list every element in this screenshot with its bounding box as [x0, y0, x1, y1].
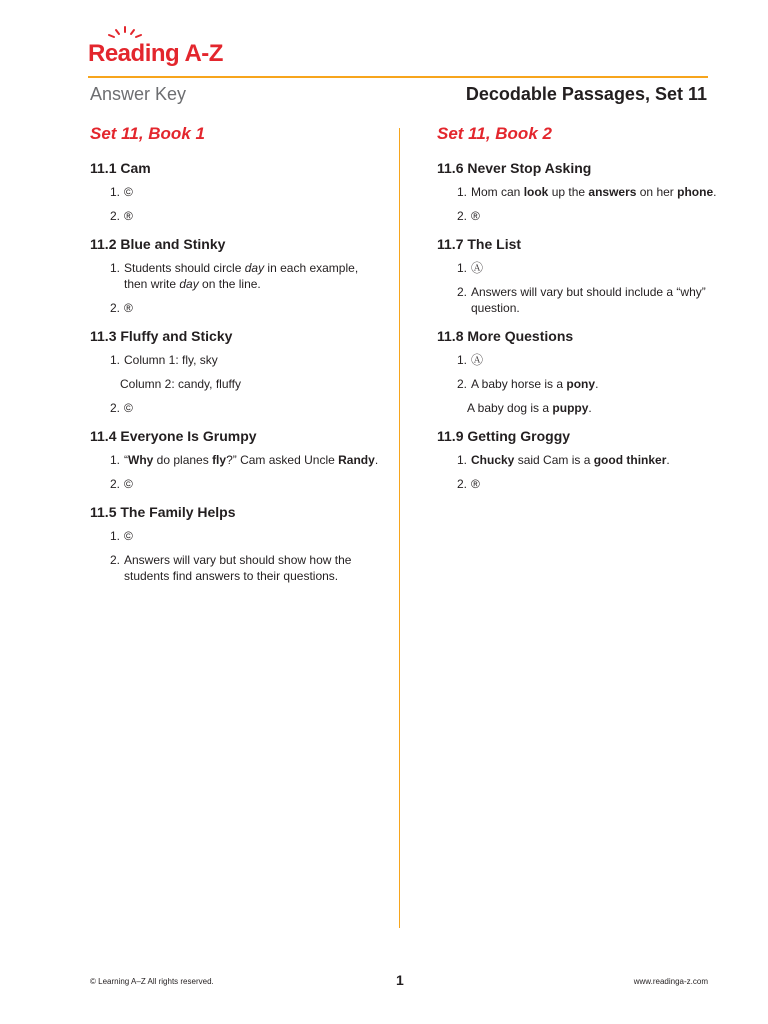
answer-key-label: Answer Key	[90, 84, 187, 104]
answer-item	[90, 184, 380, 200]
answer-number: 1.	[109, 185, 120, 199]
answer-item	[90, 476, 380, 492]
answer-item	[90, 452, 380, 468]
answer-continuation: Column 2: candy, fluffy	[120, 377, 241, 391]
section-title: 11.3 Fluffy and Sticky	[90, 328, 233, 344]
answer-list	[90, 528, 380, 584]
page-number: 1	[396, 972, 404, 988]
section-title: 11.4 Everyone Is Grumpy	[90, 428, 257, 444]
answer-number: 1.	[109, 353, 120, 367]
answer-item	[90, 352, 380, 368]
answer-number: 2.	[456, 377, 467, 391]
answer-number: 2.	[109, 401, 120, 415]
answer-item	[90, 400, 380, 416]
answer-item	[90, 552, 380, 584]
section-title: 11.6 Never Stop Asking	[437, 160, 592, 176]
answer-text: ©	[124, 529, 133, 543]
answer-item	[437, 376, 717, 392]
answer-number: 2.	[456, 285, 467, 299]
answer-text: A baby horse is a pony.	[471, 377, 599, 391]
answer-text: Answers will vary but should show how the students find answers to their questions.	[124, 553, 352, 583]
answer-number: 2.	[109, 209, 120, 223]
website-url: www.readinga-z.com	[633, 977, 708, 986]
answer-text: ®	[471, 477, 480, 491]
answer-list	[437, 184, 717, 224]
answer-number: 2.	[109, 477, 120, 491]
left-column	[90, 122, 380, 594]
answer-text: Answers will vary but should include a “why” question.	[471, 285, 706, 315]
answer-item	[437, 284, 717, 316]
answer-text: Chucky said Cam is a good thinker.	[471, 453, 670, 467]
answer-text: Ⓐ	[471, 353, 484, 367]
answer-text: Ⓐ	[471, 261, 484, 275]
answer-continuation: A baby dog is a puppy.	[467, 401, 592, 415]
answer-list	[90, 184, 380, 224]
answer-item	[437, 184, 717, 200]
answer-number: 2.	[109, 301, 120, 315]
answer-list	[437, 452, 717, 492]
answer-number: 1.	[456, 453, 467, 467]
answer-number: 2.	[456, 209, 467, 223]
copyright-notice: © Learning A–Z All rights reserved.	[90, 977, 214, 986]
section-title: 11.9 Getting Groggy	[437, 428, 571, 444]
section-title: 11.7 The List	[437, 236, 522, 252]
answer-text: ®	[471, 209, 480, 223]
answer-item	[437, 452, 717, 468]
answer-text: ©	[124, 401, 133, 415]
answer-text: ®	[124, 209, 133, 223]
answer-list	[90, 452, 380, 492]
answer-number: 2.	[456, 477, 467, 491]
answer-text: Mom can look up the answers on her phone.	[471, 185, 717, 199]
answer-number: 1.	[109, 529, 120, 543]
answer-item	[437, 208, 717, 224]
answer-list	[437, 352, 717, 416]
answer-text: Students should circle day in each example, then write day on the line.	[124, 261, 359, 291]
answer-number: 1.	[109, 453, 120, 467]
section-title: 11.2 Blue and Stinky	[90, 236, 226, 252]
reading-az-logo	[88, 26, 228, 72]
answer-text: “Why do planes fly?” Cam asked Uncle Randy.	[124, 453, 379, 467]
answer-item	[90, 300, 380, 316]
logo-text: Reading A-Z	[88, 40, 223, 67]
answer-item	[437, 352, 717, 368]
section-title: 11.1 Cam	[90, 160, 151, 176]
section-title: 11.5 The Family Helps	[90, 504, 236, 520]
answer-item	[437, 260, 717, 276]
right-column	[437, 122, 717, 502]
answer-item	[90, 528, 380, 544]
answer-text: ©	[124, 477, 133, 491]
answer-number: 2.	[109, 553, 120, 567]
section-title: 11.8 More Questions	[437, 328, 574, 344]
answer-item	[437, 476, 717, 492]
header-rule	[88, 76, 708, 78]
answer-list	[437, 260, 717, 316]
column-divider	[399, 128, 400, 928]
answer-item	[90, 260, 380, 292]
answer-list	[90, 260, 380, 316]
answer-list	[90, 352, 380, 416]
sun-rays-icon	[105, 26, 145, 40]
answer-number: 1.	[109, 261, 120, 275]
answer-text: Column 1: fly, sky	[124, 353, 218, 367]
answer-text: ®	[124, 301, 133, 315]
answer-item	[90, 208, 380, 224]
answer-text: ©	[124, 185, 133, 199]
document-title: Decodable Passages, Set 11	[465, 84, 707, 104]
answer-number: 1.	[456, 185, 467, 199]
answer-number: 1.	[456, 261, 467, 275]
book-title: Set 11, Book 2	[437, 124, 552, 143]
answer-number: 1.	[456, 353, 467, 367]
book-title: Set 11, Book 1	[90, 124, 205, 143]
